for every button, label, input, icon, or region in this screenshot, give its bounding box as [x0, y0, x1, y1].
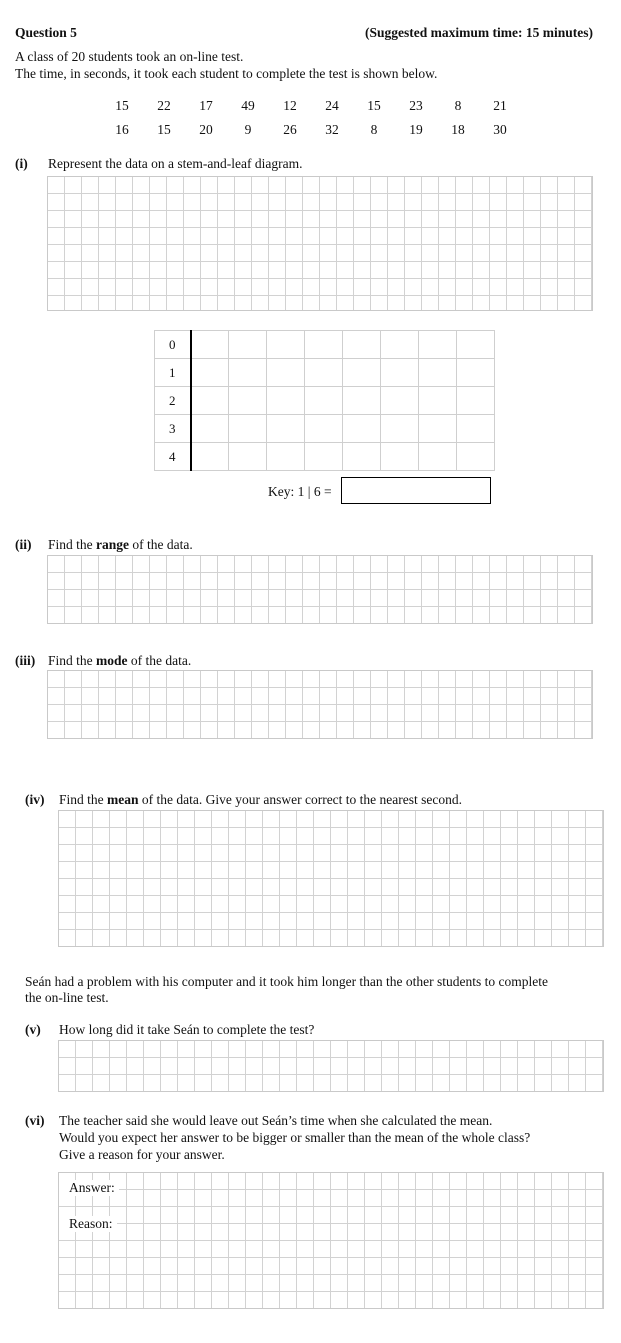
workspace-grid-ii[interactable] [47, 555, 593, 624]
leaf-cell[interactable] [305, 331, 343, 359]
leaf-cell[interactable] [419, 331, 457, 359]
leaf-cell[interactable] [381, 443, 419, 471]
leaf-cell[interactable] [381, 415, 419, 443]
part-v-text: How long did it take Seán to complete the test? [59, 1022, 315, 1037]
leaf-cell[interactable] [305, 415, 343, 443]
leaf-cell[interactable] [191, 443, 229, 471]
suggested-time: (Suggested maximum time: 15 minutes) [365, 25, 593, 40]
part-vi-line-3: Give a reason for your answer. [59, 1147, 225, 1162]
sean-context-line-1: Seán had a problem with his computer and it took him longer than the other students to complete [25, 974, 549, 989]
data-value: 8 [454, 98, 462, 113]
part-vi-line-2: Would you expect her answer to be bigger or smaller than the mean of the whole class? [59, 1130, 531, 1145]
workspace-grid-iv[interactable] [58, 810, 604, 947]
leaf-cell[interactable] [229, 387, 267, 415]
part-iii-text [48, 653, 191, 669]
stem-row [155, 415, 495, 443]
leaf-cell[interactable] [343, 359, 381, 387]
intro-line-1: A class of 20 students took an on-line test. [15, 49, 244, 64]
leaf-cell[interactable] [381, 359, 419, 387]
leaf-cell[interactable] [457, 415, 495, 443]
data-value: 23 [409, 98, 423, 113]
part-iii-keyword: mode [96, 653, 128, 668]
leaf-cell[interactable] [229, 443, 267, 471]
stem-cell: 3 [155, 415, 191, 443]
reason-label: Reason: [59, 1216, 117, 1232]
part-ii-number: (ii) [15, 537, 32, 552]
leaf-cell[interactable] [381, 387, 419, 415]
leaf-cell[interactable] [457, 387, 495, 415]
stem-row [155, 443, 495, 471]
leaf-cell[interactable] [305, 359, 343, 387]
workspace-grid-iii[interactable] [47, 670, 593, 739]
leaf-cell[interactable] [343, 443, 381, 471]
data-value: 24 [325, 98, 339, 113]
stem-row [155, 359, 495, 387]
data-value: 15 [157, 122, 171, 137]
part-iii-number: (iii) [15, 653, 36, 668]
leaf-cell[interactable] [419, 387, 457, 415]
leaf-cell[interactable] [305, 387, 343, 415]
sean-context-line-2: the on-line test. [25, 990, 109, 1005]
leaf-cell[interactable] [457, 331, 495, 359]
part-i-number: (i) [15, 156, 28, 171]
leaf-cell[interactable] [381, 331, 419, 359]
part-iv-pre: Find the [59, 792, 108, 807]
leaf-cell[interactable] [343, 331, 381, 359]
part-iv-text [59, 792, 462, 808]
part-iv-keyword: mean [107, 792, 139, 807]
data-value: 18 [451, 122, 465, 137]
answer-label: Answer: [59, 1180, 119, 1196]
leaf-cell[interactable] [229, 331, 267, 359]
data-value: 32 [325, 122, 339, 137]
part-ii-keyword: range [96, 537, 130, 552]
leaf-cell[interactable] [419, 443, 457, 471]
part-vi-number: (vi) [25, 1113, 45, 1128]
key-input-box[interactable] [341, 477, 491, 504]
leaf-cell[interactable] [267, 415, 305, 443]
part-ii-text [48, 537, 193, 553]
leaf-cell[interactable] [267, 387, 305, 415]
leaf-cell[interactable] [191, 387, 229, 415]
leaf-cell[interactable] [457, 359, 495, 387]
leaf-cell[interactable] [267, 331, 305, 359]
stem-leaf-table [154, 330, 495, 471]
part-iv-number: (iv) [25, 792, 45, 807]
leaf-cell[interactable] [191, 331, 229, 359]
data-value: 8 [370, 122, 378, 137]
data-value: 21 [493, 98, 507, 113]
intro-line-2: The time, in seconds, it took each student to complete the test is shown below. [15, 66, 438, 81]
stem-cell: 1 [155, 359, 191, 387]
data-value: 26 [283, 122, 297, 137]
stem-row [155, 331, 495, 359]
part-iv-post: of the data. Give your answer correct to the nearest second. [138, 792, 463, 807]
workspace-grid-vi[interactable] [58, 1172, 604, 1309]
part-ii-pre: Find the [48, 537, 97, 552]
stem-cell: 0 [155, 331, 191, 359]
data-value: 49 [241, 98, 255, 113]
data-value: 22 [157, 98, 171, 113]
stem-row [155, 387, 495, 415]
leaf-cell[interactable] [419, 359, 457, 387]
data-value: 15 [115, 98, 129, 113]
workspace-grid-i[interactable] [47, 176, 593, 311]
part-ii-post: of the data. [129, 537, 193, 552]
leaf-cell[interactable] [305, 443, 343, 471]
part-iii-pre: Find the [48, 653, 97, 668]
part-vi-line-1: The teacher said she would leave out Seán’s time when she calculated the mean. [59, 1113, 493, 1128]
data-value: 12 [283, 98, 297, 113]
workspace-grid-v[interactable] [58, 1040, 604, 1092]
data-value: 15 [367, 98, 381, 113]
part-v-number: (v) [25, 1022, 41, 1037]
leaf-cell[interactable] [457, 443, 495, 471]
part-i-text: Represent the data on a stem-and-leaf diagram. [48, 156, 303, 171]
leaf-cell[interactable] [267, 359, 305, 387]
key-label: Key: 1 | 6 = [268, 484, 332, 499]
data-value: 19 [409, 122, 423, 137]
leaf-cell[interactable] [191, 359, 229, 387]
leaf-cell[interactable] [229, 415, 267, 443]
leaf-cell[interactable] [229, 359, 267, 387]
data-value: 16 [115, 122, 129, 137]
stem-cell: 2 [155, 387, 191, 415]
data-value: 30 [493, 122, 507, 137]
data-value: 9 [244, 122, 252, 137]
leaf-cell[interactable] [343, 415, 381, 443]
stem-cell: 4 [155, 443, 191, 471]
leaf-cell[interactable] [419, 415, 457, 443]
leaf-cell[interactable] [267, 443, 305, 471]
question-title: Question 5 [15, 25, 77, 40]
data-value: 20 [199, 122, 213, 137]
leaf-cell[interactable] [191, 415, 229, 443]
leaf-cell[interactable] [343, 387, 381, 415]
part-iii-post: of the data. [127, 653, 192, 668]
data-value: 17 [199, 98, 213, 113]
